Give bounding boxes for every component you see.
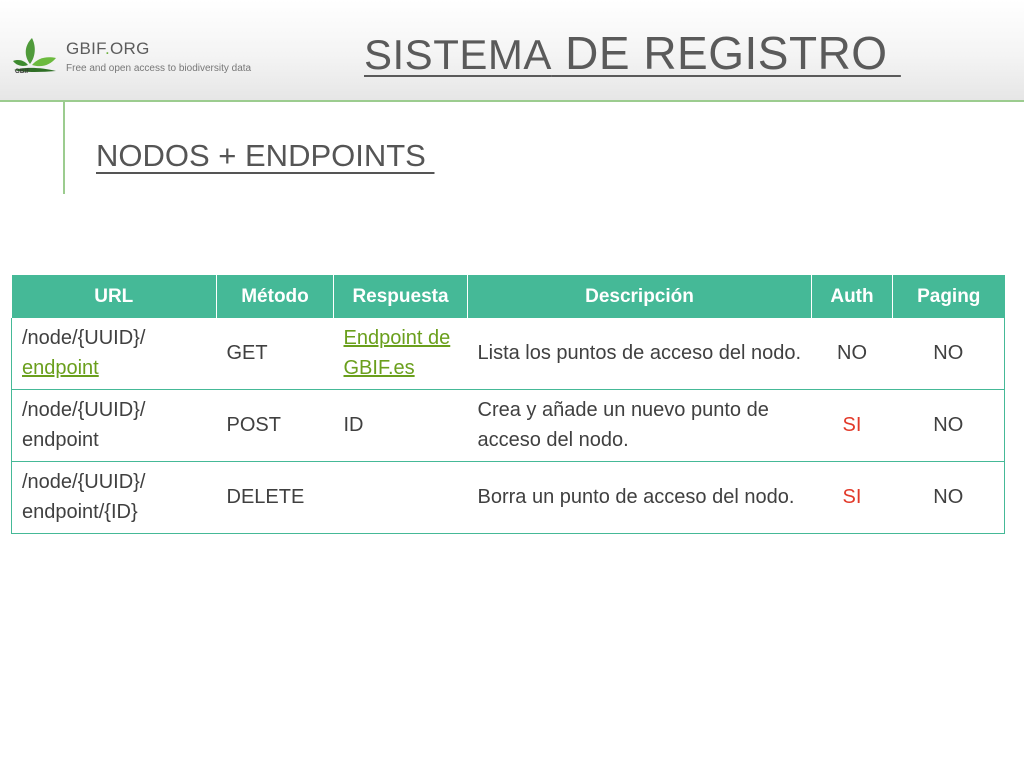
cell-auth: SI (812, 462, 893, 534)
accent-divider (63, 100, 65, 194)
url-line1: /node/{UUID}/ (22, 327, 146, 349)
table-row (12, 318, 1005, 390)
response-endpoint-link[interactable]: Endpoint de GBIF.es (343, 327, 451, 379)
table-header-row (12, 275, 1005, 318)
table-row (12, 462, 1005, 534)
url-line1: /node/{UUID}/ (22, 471, 146, 493)
logo-mark-label: GBIF (15, 69, 31, 75)
cell-auth: SI (812, 390, 893, 462)
cell-auth: NO (812, 318, 893, 390)
cell-url (12, 390, 217, 462)
url-line1: /node/{UUID}/ (22, 399, 146, 421)
endpoints-table (11, 275, 1005, 534)
column-header-description: Descripción (468, 275, 812, 318)
cell-response (334, 318, 468, 390)
page-title (364, 26, 901, 80)
logo-name (66, 39, 150, 59)
page-title-rest: DE REGISTRO (551, 27, 901, 79)
column-header-url: URL (12, 275, 217, 318)
cell-paging: NO (893, 318, 1005, 390)
cell-description: Borra un punto de acceso del nodo. (468, 462, 812, 534)
url-line2: endpoint/{ID} (22, 501, 138, 523)
column-header-auth: Auth (812, 275, 893, 318)
logo-name-suffix: ORG (110, 39, 150, 58)
cell-paging: NO (893, 462, 1005, 534)
logo-name-dot: . (105, 39, 111, 58)
cell-url (12, 462, 217, 534)
column-header-response: Respuesta (334, 275, 468, 318)
endpoints-table-wrapper (11, 275, 1004, 534)
page-title-first: SISTEMA (364, 31, 552, 78)
cell-method: DELETE (217, 462, 334, 534)
cell-paging: NO (893, 390, 1005, 462)
logo-tagline: Free and open access to biodiversity data (66, 63, 252, 74)
header-band (0, 0, 1024, 102)
cell-method: POST (217, 390, 334, 462)
url-line2: endpoint (22, 429, 99, 451)
url-endpoint-link[interactable]: endpoint (22, 357, 99, 379)
gbif-logo[interactable] (12, 34, 282, 82)
cell-response: ID (334, 390, 468, 462)
column-header-method: Método (217, 275, 334, 318)
cell-description: Crea y añade un nuevo punto de acceso del nodo. (468, 390, 812, 462)
table-row (12, 390, 1005, 462)
section-subtitle: NODOS + ENDPOINTS (96, 138, 435, 173)
logo-name-prefix: GBIF (66, 39, 105, 58)
cell-url (12, 318, 217, 390)
column-header-paging: Paging (893, 275, 1005, 318)
cell-description: Lista los puntos de acceso del nodo. (468, 318, 812, 390)
cell-response (334, 462, 468, 534)
cell-method: GET (217, 318, 334, 390)
